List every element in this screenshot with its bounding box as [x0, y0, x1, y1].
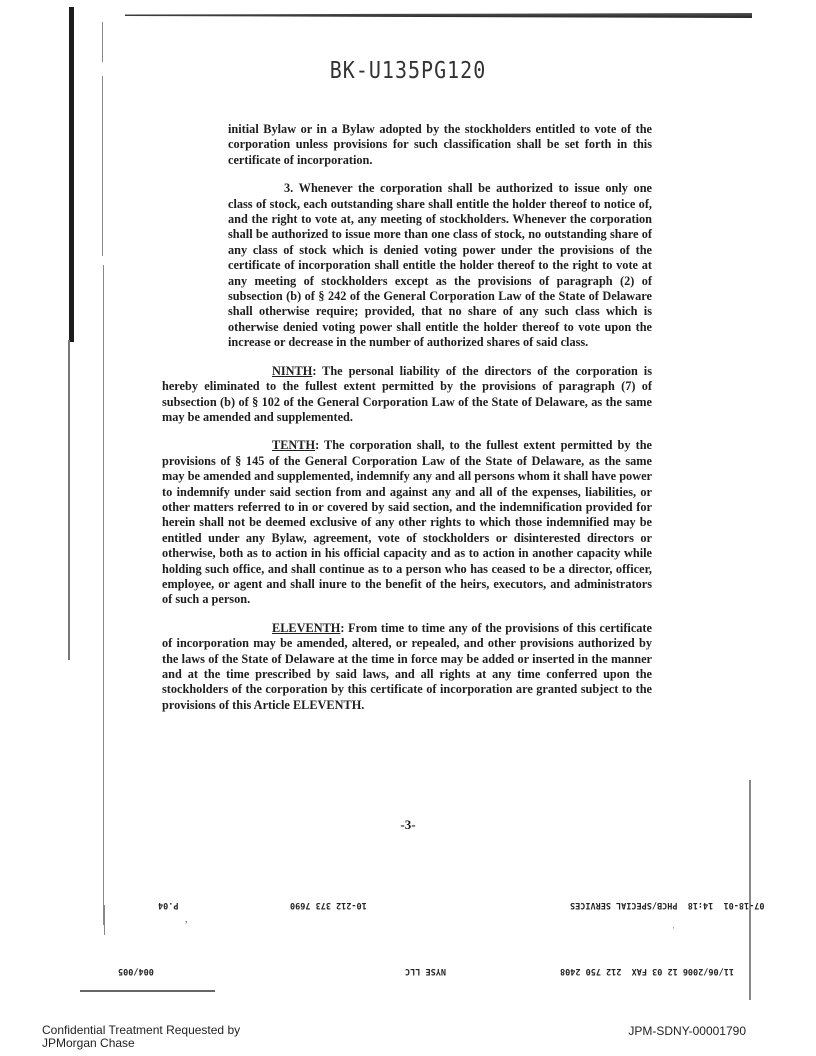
page-number: -3- [400, 817, 416, 832]
left-margin-line [104, 905, 105, 935]
article-tenth-text: : The corporation shall, to the fullest extent permitted by the provisions of § 145 of the General Corporation Law of the State of Delaware, as the same may be amended and supplemented, indemnify any and all persons whom it shall have power to indemnify under said section from and against any and all of the expenses, liabilities, or other matters referred to in or covered by said section, and the indemnification provided for herein shall not be deemed exclusive of any other rights to which those indemnified may be entitled under any Bylaw, agreement, vote of stockholders or disinterested directors or otherwise, both as to action in his official capacity and as to action in another capacity while holding such office, and shall continue as to a person who has ceased to be a director, officer, employee, or agent and shall inure to the benefit of the heirs, executors, and administrators of such a person. [162, 438, 652, 607]
top-scan-rule [125, 13, 752, 18]
fax-header-2-left: 11/06/2006 12 03 FAX 212 750 2408 [560, 966, 734, 976]
article-tenth-heading: TENTH [272, 438, 316, 453]
bates-number: JPM-SDNY-00001790 [628, 1024, 746, 1038]
document-body [162, 122, 652, 726]
paragraph-3-text: 3. Whenever the corporation shall be authorized to issue only one class of stock, each outstanding share shall entitle the holder thereof to notice of, and the right to vote at, any meeting of stockholders. Whenever the corporation shall be authorized to issue more than one class of stock, no outstanding share of any class of stock which is denied voting power under the provisions of the certificate of incorporation shall entitle the holder thereof to the right to vote at any meeting of stockholders except as the provisions of paragraph (2) of subsection (b) of § 242 of the General Corporation Law of the State of Delaware shall otherwise require; provided, that no share of any such class which is otherwise denied voting power shall entitle the holder thereof to vote upon the increase or decrease in the number of authorized shares of said class. [228, 181, 652, 350]
fax-header-1-middle: 10-212 373 7690 [290, 900, 367, 910]
article-ninth [162, 364, 652, 426]
left-scan-bar-thin [68, 340, 70, 660]
paragraph-continuation: initial Bylaw or in a Bylaw adopted by the stockholders entitled to vote of the corporation unless provisions for such classification shall be set forth in this certificate of incorporation. [228, 122, 652, 167]
fax-header-1-right: P.04 [158, 900, 179, 910]
scan-mark: , [185, 914, 188, 925]
article-ninth-text: : The personal liability of the directors of the corporation is hereby eliminated to the fullest extent permitted by the provisions of paragraph (7) of subsection (b) of § 102 of the General Corporation Law of the State of Delaware, as the same may be amended and supplemented. [162, 363, 652, 424]
right-margin-line [749, 780, 751, 1000]
left-margin-line [102, 76, 103, 256]
paragraph-3 [228, 181, 652, 350]
fax-header-2-right: 004/005 [118, 966, 154, 976]
confidential-line-1: Confidential Treatment Requested by [42, 1023, 241, 1037]
confidential-line-2: JPMorgan Chase [42, 1036, 135, 1050]
article-eleventh-text: : From time to time any of the provisions of this certificate of incorporation may be amended, altered, or repealed, and other provisions authorized by the laws of the State of Delaware at the time in force may be added or inserted in the manner and at the time prescribed by said laws, and all rights at any time conferred upon the stockholders of the corporation by this certificate of incorporation are granted subject to the provisions of this Article ELEVENTH. [162, 620, 652, 712]
article-eleventh [162, 621, 652, 713]
confidential-notice [42, 1024, 240, 1050]
article-tenth [162, 438, 652, 607]
article-eleventh-heading: ELEVENTH [272, 620, 341, 635]
bottom-scan-rule [80, 990, 215, 992]
fax-header-2-middle: NYSE LLC [405, 966, 446, 976]
scan-mark: ˌ [672, 918, 676, 929]
book-page-stamp: BK-U135PG120 [329, 56, 487, 84]
article-ninth-heading: NINTH [272, 363, 313, 378]
fax-header-1-left: 07-18-01 14:18 PHCB/SPECIAL SERVICES [570, 900, 765, 910]
